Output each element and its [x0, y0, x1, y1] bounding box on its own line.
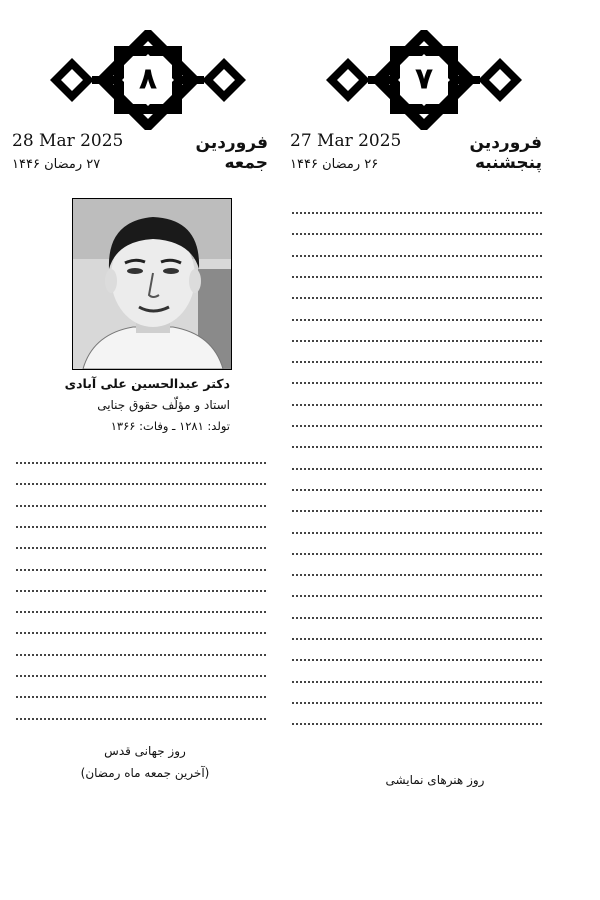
weekday: پنجشنبه [474, 153, 542, 173]
occasion-subline: (آخرین جمعه ماه رمضان) [80, 766, 210, 780]
writing-line [292, 276, 542, 278]
writing-line [292, 638, 542, 640]
writing-line [16, 526, 266, 528]
writing-line [16, 547, 266, 549]
writing-line [16, 654, 266, 656]
portrait-photo-icon [72, 198, 232, 370]
knot-ornament-icon [48, 30, 248, 130]
writing-line [292, 553, 542, 555]
weekday: جمعه [224, 153, 268, 173]
writing-line [292, 446, 542, 448]
occasion-line: روز جهانی قدس [104, 744, 186, 758]
day-number: ۸ [138, 61, 158, 97]
writing-line [292, 617, 542, 619]
writing-line [292, 212, 542, 214]
left-day-page [0, 0, 290, 900]
writing-line [292, 297, 542, 299]
persian-month: فروردین [469, 133, 542, 153]
writing-line [292, 489, 542, 491]
writing-line [292, 510, 542, 512]
portrait-title: استاد و مؤلّف حقوق جنایی [97, 398, 230, 412]
hijri-date: ۲۶ رمضان ۱۴۴۶ [290, 157, 379, 172]
writing-line [292, 255, 542, 257]
writing-line [292, 723, 542, 725]
knot-ornament-icon [324, 30, 524, 130]
writing-line [292, 340, 542, 342]
writing-line [292, 659, 542, 661]
writing-line [292, 702, 542, 704]
day-number: ۷ [414, 61, 434, 97]
writing-line [292, 319, 542, 321]
writing-line [292, 425, 542, 427]
writing-line [16, 569, 266, 571]
writing-line [16, 611, 266, 613]
writing-line [292, 361, 542, 363]
gregorian-date: 27 Mar 2025 [290, 131, 402, 151]
portrait-dates: تولد: ۱۲۸۱ ـ وفات: ۱۳۶۶ [110, 419, 230, 433]
occasion-line: روز هنرهای نمایشی [385, 773, 485, 787]
writing-line [16, 675, 266, 677]
right-day-page [290, 0, 600, 900]
writing-line [16, 696, 266, 698]
writing-line [292, 468, 542, 470]
writing-line [292, 382, 542, 384]
persian-month: فروردین [195, 133, 268, 153]
writing-line [292, 595, 542, 597]
hijri-date: ۲۷ رمضان ۱۴۴۶ [12, 157, 101, 172]
portrait-name: دکتر عبدالحسین علی آبادی [64, 376, 230, 391]
writing-line [16, 483, 266, 485]
writing-line [292, 681, 542, 683]
writing-line [16, 505, 266, 507]
writing-line [16, 718, 266, 720]
writing-line [292, 404, 542, 406]
gregorian-date: 28 Mar 2025 [12, 131, 124, 151]
writing-line [16, 590, 266, 592]
writing-line [292, 574, 542, 576]
writing-line [292, 233, 542, 235]
writing-line [292, 532, 542, 534]
writing-line [16, 632, 266, 634]
writing-line [16, 462, 266, 464]
